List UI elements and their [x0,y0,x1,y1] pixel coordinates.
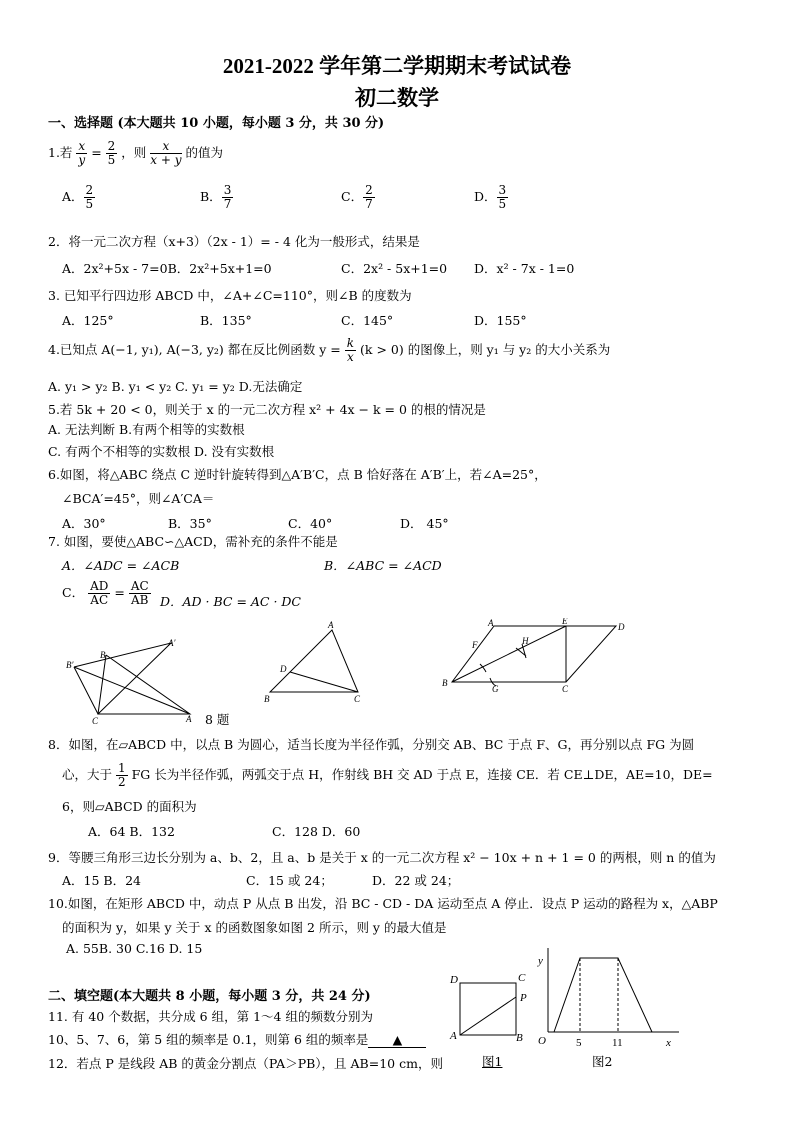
q1-option-c[interactable]: C． $\frac{2}{7}$ [341,183,373,211]
section-1-heading: 一、选择题 (本大题共 10 小题，每小题 3 分，共 30 分) [48,116,385,131]
svg-text:O: O [538,1035,546,1047]
q7-option-d[interactable]: D．AD · BC = AC · DC [160,594,301,609]
q1-option-a[interactable]: A． $\frac{2}{5}$ [62,183,94,211]
q7-option-b[interactable]: B．∠ABC = ∠ACD [324,558,442,573]
svg-text:E: E [562,618,568,626]
question-8-line1: 8．如图，在▱ABCD 中，以点 B 为圆心，适当长度为半径作弧，分别交 AB、BC 于点 F、G，再分别以点 FG 为圆 [48,737,695,752]
svg-text:C: C [354,694,361,704]
q8-options-ab[interactable]: A．64 B．132 [88,824,175,839]
svg-text:B′: B′ [66,660,74,670]
question-1 [48,140,223,167]
fig2-caption: 图2 [592,1054,613,1069]
q8-figure [440,618,640,698]
svg-text:A: A [328,620,334,630]
page-title: 2021-2022 学年第二学期期末考试试卷 [222,54,572,78]
page-subtitle: 初二数学 [355,86,439,110]
svg-text:D: D [618,622,625,632]
svg-text:H: H [522,636,529,646]
question-10-line2: 的面积为 y，如果 y 关于 x 的函数图象如图 2 所示，则 y 的最大值是 [62,920,447,935]
q6-option-c[interactable]: C．40° [288,516,333,531]
svg-text:C: C [518,972,526,984]
svg-text:A: A [186,714,192,724]
q6-figure [60,630,200,725]
fig1-caption: 图1 [482,1054,503,1069]
section-2-heading: 二、填空题(本大题共 8 小题，每小题 3 分，共 24 分) [48,989,371,1004]
question-11-line2: 10、5、7、6，第 5 组的频率是 0.1，则第 6 组的频率是 ▲ [48,1030,426,1048]
q1-option-b[interactable]: B． $\frac{3}{7}$ [200,183,232,211]
svg-text:A: A [488,618,494,628]
svg-text:D: D [280,664,287,674]
svg-text:B: B [100,650,106,660]
svg-text:5: 5 [576,1037,582,1049]
svg-text:D: D [450,974,458,986]
q4-options[interactable]: A. y₁ > y₂ B. y₁ < y₂ C. y₁ = y₂ D.无法确定 [48,379,303,394]
question-12: 12．若点 P 是线段 AB 的黄金分割点（PA＞PB），且 AB=10 cm，则 [48,1056,443,1071]
q3-option-b[interactable]: B．135° [200,313,252,328]
q1-frac2: $\frac{2}{5}$ [107,139,116,167]
q7-option-a[interactable]: A．∠ADC = ∠ACB [62,558,180,573]
q10-figure-1 [446,965,536,1045]
svg-text:G: G [492,684,499,694]
svg-text:A′: A′ [168,638,176,648]
question-8-line3: 6，则▱ABCD 的面积为 [62,799,197,814]
question-6-line1: 6.如图，将△ABC 绕点 C 逆时针旋转得到△A′B′C，点 B 恰好落在 A′B′上，若∠A=25°， [48,467,547,482]
q1-eq: = [91,145,102,160]
question-3: 3. 已知平行四边形 ABCD 中，∠A+∠C=110°，则∠B 的度数为 [48,288,412,303]
q3-option-c[interactable]: C．145° [341,313,394,328]
q1-frac1: $\frac{x}{y}$ [78,139,86,167]
q1-prefix: 1.若 [48,145,73,160]
question-2: 2．将一元二次方程（x+3）（2x - 1）= - 4 化为一般形式，结果是 [48,234,420,249]
q2-option-d[interactable]: D．x² - 7x - 1=0 [474,261,575,276]
q9-option-c[interactable]: C．15 或 24； [246,873,333,888]
q6-option-b[interactable]: B．35° [168,516,212,531]
q3-option-d[interactable]: D．155° [474,313,527,328]
q6-option-a[interactable]: A．30° [62,516,106,531]
q7-figure [260,620,370,710]
q10-figure-2 [534,940,684,1050]
q7-option-c[interactable]: C． $\frac{AD}{AC}$ = $\frac{AC}{AB}$ [62,579,149,607]
question-11-line1: 11. 有 40 个数据，共分成 6 组，第 1～4 组的频数分别为 [48,1009,373,1024]
q10-options[interactable]: A. 55B. 30 C.16 D. 15 [66,941,203,956]
question-9: 9．等腰三角形三边长分别为 a、b、2，且 a、b 是关于 x 的一元二次方程 x² − 10x + n + 1 = 0 的两根，则 n 的值为 [48,850,716,865]
question-10-line1: 10.如图，在矩形 ABCD 中，动点 P 从点 B 出发，沿 BC - CD - DA 运动至点 A 停止．设点 P 运动的路程为 x，△ABP [48,896,718,911]
q1-mid: ，则 [121,145,147,160]
question-7: 7. 如图，要使△ABC∽△ACD，需补充的条件不能是 [48,534,338,549]
question-4: 4.已知点 A(−1, y₁), A(−3, y₂) 都在反比例函数 y = $\frac{k}{x}$ (k > 0) 的图像上，则 y₁ 与 y₂ 的大小关系为 [48,336,611,364]
question-8-line2: 心，大于 $\frac{1}{2}$ FG 长为半径作弧，两弧交于点 H，作射线 BH 交 AD 于点 E，连接 CE．若 CE⊥DE，AE=10，DE= [62,761,713,789]
question-5: 5.若 5k + 20 < 0，则关于 x 的一元二次方程 x² + 4x − k = 0 的根的情况是 [48,402,486,417]
question-6-line2: ∠BCA′=45°，则∠A′CA＝ [62,491,215,506]
q1-suffix: 的值为 [185,145,224,160]
svg-text:F: F [472,640,478,650]
svg-text:A: A [450,1030,457,1042]
q11-answer-blank[interactable]: ▲ [368,1032,426,1048]
svg-text:B: B [264,694,270,704]
svg-text:11: 11 [612,1037,623,1049]
svg-text:y: y [538,955,543,967]
q1-frac3: $\frac{x}{x + y}$ [150,139,182,167]
svg-text:C: C [92,716,99,725]
q1-option-d[interactable]: D． $\frac{3}{5}$ [474,183,507,211]
svg-text:x: x [666,1037,671,1049]
q2-options-ab[interactable]: A．2x²+5x - 7=0B．2x²+5x+1=0 [62,261,272,276]
svg-text:B: B [442,678,448,688]
svg-text:C: C [562,684,569,694]
svg-text:B: B [516,1032,523,1044]
q9-option-d[interactable]: D．22 或 24； [372,873,460,888]
svg-text:P: P [520,992,527,1004]
q8-options-cd[interactable]: C．128 D．60 [272,824,361,839]
q5-options-ab[interactable]: A. 无法判断 B.有两个相等的实数根 [48,422,245,437]
q5-options-cd[interactable]: C. 有两个不相等的实数根 D. 没有实数根 [48,444,275,459]
figure-caption-8: 8 题 [205,712,230,727]
q9-options-ab[interactable]: A．15 B．24 [62,873,141,888]
q6-option-d[interactable]: D． 45° [400,516,449,531]
q3-option-a[interactable]: A．125° [62,313,114,328]
q2-option-c[interactable]: C．2x² - 5x+1=0 [341,261,448,276]
